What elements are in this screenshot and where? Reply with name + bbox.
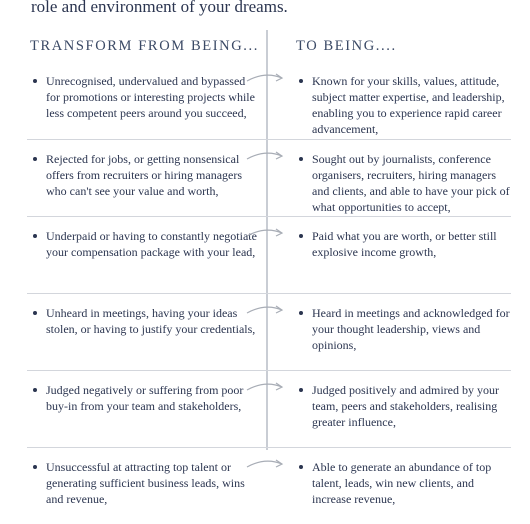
intro-line: role and environment of your dreams.: [31, 0, 288, 16]
from-item: Unheard in meetings, having your ideas stolen, or having to justify your credentials,: [46, 305, 260, 337]
curved-arrow-right-icon: [245, 379, 287, 395]
from-item: Rejected for jobs, or getting nonsensical offers from recruiters or hiring managers who can't see your value and worth,: [46, 151, 260, 199]
comparison-table: [27, 62, 511, 524]
comparison-row: [27, 139, 511, 216]
comparison-row: [27, 293, 511, 370]
curved-arrow-right-icon: [245, 456, 287, 472]
from-item: Underpaid or having to constantly negotiate your compensation package with your lead,: [46, 228, 260, 260]
from-item: Unsuccessful at attracting top talent or generating sufficient business leads, wins and revenue,: [46, 459, 260, 507]
to-item: Heard in meetings and acknowledged for your thought leadership, views and opinions,: [312, 305, 516, 353]
to-item: Judged positively and admired by your team, peers and stakeholders, realising greater influence,: [312, 382, 516, 430]
comparison-row: [27, 447, 511, 524]
curved-arrow-right-icon: [245, 70, 287, 86]
to-item: Known for your skills, values, attitude, subject matter expertise, and leadership, enabling you to experience rapid career advancement,: [312, 73, 516, 137]
curved-arrow-right-icon: [245, 148, 287, 164]
header-to: TO BEING....: [296, 38, 397, 54]
curved-arrow-right-icon: [245, 225, 287, 241]
header-from: TRANSFORM FROM BEING...: [30, 38, 259, 54]
from-item: Judged negatively or suffering from poor buy-in from your team and stakeholders,: [46, 382, 260, 414]
comparison-row: [27, 216, 511, 293]
from-item: Unrecognised, undervalued and bypassed for promotions or interesting projects while less competent peers around you succeed,: [46, 73, 260, 121]
comparison-row: [27, 62, 511, 139]
to-item: Able to generate an abundance of top talent, leads, win new clients, and increase revenue,: [312, 459, 516, 507]
to-item: Sought out by journalists, conference organisers, recruiters, hiring managers and clients, and able to have your pick of what opportunities to accept,: [312, 151, 516, 215]
curved-arrow-right-icon: [245, 302, 287, 318]
to-item: Paid what you are worth, or better still explosive income growth,: [312, 228, 516, 260]
comparison-row: [27, 370, 511, 447]
